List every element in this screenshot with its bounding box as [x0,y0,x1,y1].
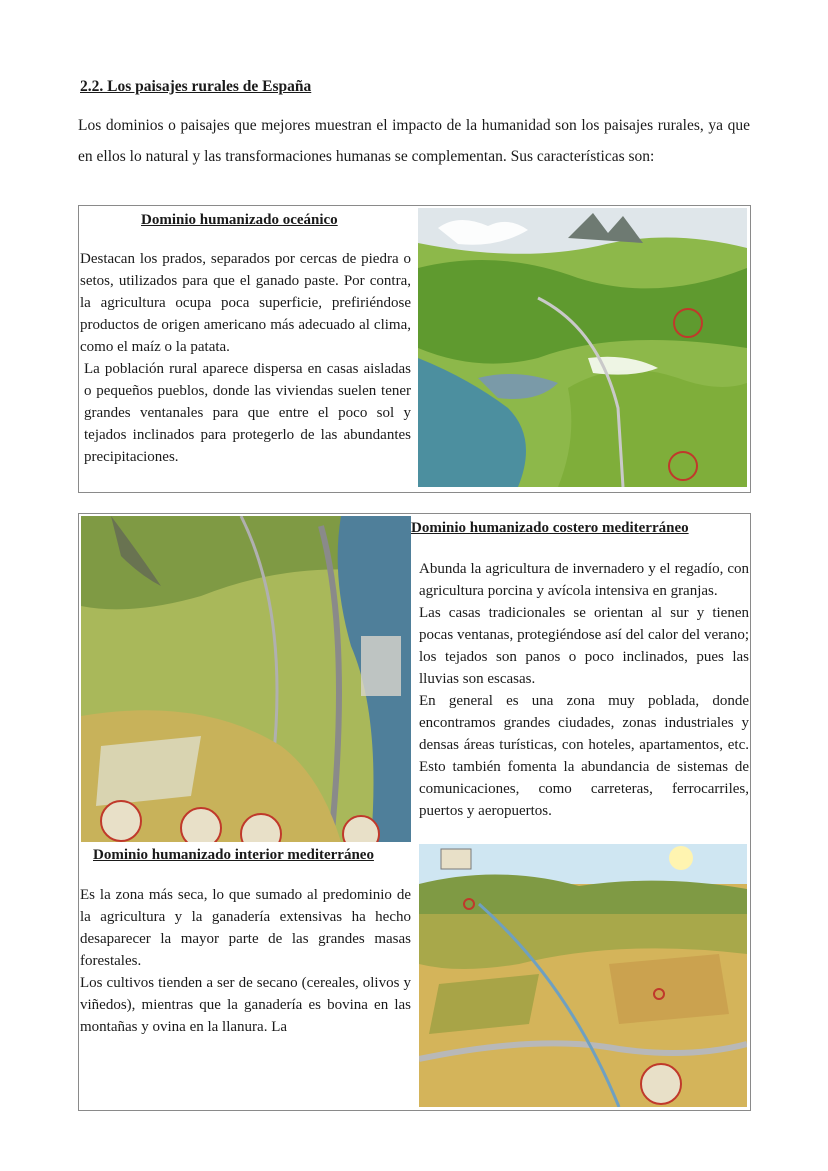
oceanic-landscape-illustration [418,208,747,487]
coastal-domain-text [419,558,749,822]
coastal-paragraph-2: Las casas tradicionales se orientan al sur y tienen pocas ventanas, protegiéndose así del calor del verano; los tejados son panos o poco inclinados, pues las lluvias son escasas. [419,605,749,687]
interior-domain-title: Dominio humanizado interior mediterráneo [93,847,374,863]
coastal-paragraph-3: En general es una zona muy poblada, donde encontramos grandes ciudades, zonas industriales y densas áreas turísticas, con hoteles, apartamentos, etc. Esto también fomenta la abundancia de sistemas de comunicaciones, como carreteras, ferrocarriles, puertos y aeropuertos. [419,693,749,819]
mediterranean-domains-box [78,513,751,1111]
coastal-domain-title: Dominio humanizado costero mediterráneo [411,520,689,536]
oceanic-paragraph-2: La población rural aparece dispersa en casas aisladas o pequeños pueblos, donde las viviendas suelen tener grandes ventanales para que entre el poco sol y tejados inclinados para protegerlo de las abundantes precipitaciones. [84,361,411,465]
interior-landscape-illustration [419,844,747,1107]
oceanic-paragraph-1: Destacan los prados, separados por cercas de piedra o setos, utilizados para que el ganado paste. Por contra, la agricultura ocupa poca superficie, prefiriéndose productos de origen americano más adecuado al clima, como el maíz o la patata. [80,251,411,355]
coastal-paragraph-1: Abunda la agricultura de invernadero y el regadío, con agricultura porcina y avícola intensiva en granjas. [419,561,749,599]
section-heading: 2.2. Los paisajes rurales de España [80,78,312,95]
interior-paragraph-1: Es la zona más seca, lo que sumado al predominio de la agricultura y la ganadería extensivas ha hecho desaparecer la mayor parte de las grandes masas forestales. [80,887,411,969]
oceanic-domain-title: Dominio humanizado oceánico [141,212,338,228]
oceanic-domain-text [80,248,411,468]
intro-paragraph: Los dominios o paisajes que mejores muestran el impacto de la humanidad son los paisajes rurales, ya que en ellos lo natural y las transformaciones humanas se complementan. Sus características son: [78,117,750,165]
oceanic-domain-box [78,205,751,493]
interior-domain-text [80,884,411,1038]
coastal-landscape-illustration [81,516,411,842]
interior-paragraph-2: Los cultivos tienden a ser de secano (cereales, olivos y viñedos), mientras que la ganadería es bovina en las montañas y ovina en la llanura. La [80,975,411,1035]
